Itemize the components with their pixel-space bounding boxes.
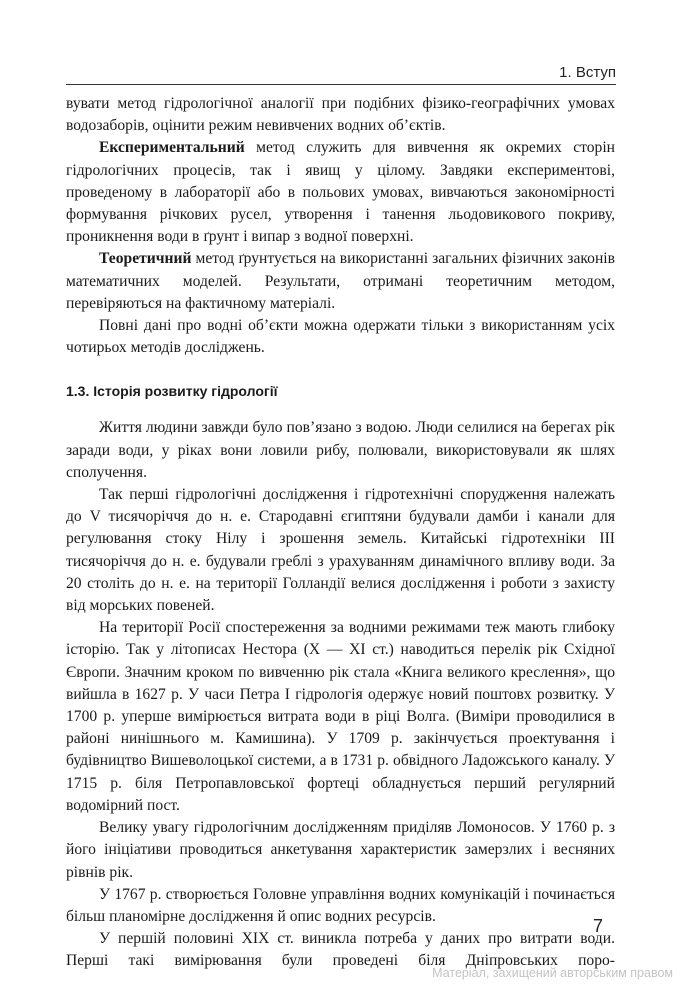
paragraph-text: вувати метод гідрологічної аналогії при подібних фізико-географічних умовах водозаборів, оцінити режим невивчених водних об’єктів. bbox=[66, 95, 615, 135]
paragraph-experimental-method bbox=[66, 137, 615, 248]
copyright-watermark: Матеріал, захищений авторським правом bbox=[432, 966, 673, 980]
term-experimental: Експериментальний bbox=[99, 139, 245, 157]
paragraph-complete-data bbox=[66, 315, 615, 359]
paragraph-history-2: Так перші гідрологічні дослідження і гідротехнічні спорудження належать до V тисячоріччя до н. е. Стародавні єгиптяни будували дамби і канали для регулювання стоку Нілу і зрошення земель. Китайські гідротехніки ІІІ тисячоріччя до н. е. будували греблі з урахуванням динамічного впливу води. За 20 століть до н. е. на території Голландії велися дослідження і роботи з захисту від морських повеней. bbox=[66, 486, 615, 615]
term-theoretical: Теоретичний bbox=[99, 250, 192, 268]
paragraph-theoretical-method bbox=[66, 248, 615, 315]
page-body bbox=[66, 93, 615, 973]
paragraph-history-1: Життя людини завжди було пов’язано з водою. Люди селилися на берегах рік заради води, у ріках вони ловили рибу, полювали, використовували як шлях сполучення. bbox=[66, 419, 615, 481]
paragraph-history-6: У першій половині XIX ст. виникла потреба у даних про витрати води. Перші такі вимірювання були проведені біля Дніпровських поро- bbox=[66, 930, 615, 970]
paragraph-text: Повні дані про водні об’єкти можна одержати тільки з використанням усіх чотирьох методів досліджень. bbox=[66, 317, 615, 357]
paragraph-text: метод служить для вивчення як окремих сторін гідрологічних процесів, так і явищ у цілому. Завдяки експериментові, проведеному в лабораторії або в польових умовах, вивчаються закономірності формування річкових русел, утворення і танення льодовикового покриву, проникнення води в ґрунт і випар з водної поверхні. bbox=[66, 139, 615, 246]
paragraph-history-4: Велику увагу гідрологічним дослідженням приділяв Ломоносов. У 1760 р. з його ініціативи проводиться анкетування характеристик замерзлих і весняних рівнів рік. bbox=[66, 819, 615, 881]
section-heading: 1.3. Історія розвитку гідрології bbox=[66, 383, 278, 400]
running-head-title: 1. Вступ bbox=[559, 64, 616, 81]
paragraph-continuation bbox=[66, 93, 615, 137]
page-number: 7 bbox=[592, 916, 603, 936]
paragraph-history-5: У 1767 р. створюється Головне управління водних комунікацій і починається більш планомірне дослідження й опис водних ресурсів. bbox=[66, 885, 615, 925]
header-rule bbox=[66, 84, 616, 85]
paragraph-history-3: На території Росії спостереження за водними режимами теж мають глибоку історію. Так у літописах Нестора (Х — ХІ ст.) наводиться перелік рік Східної Європи. Значним кроком по вивченню рік стала «Книга великого креслення», що вийшла в 1627 р. У часи Петра І гідрологія одержує новий поштовх розвитку. У 1700 р. уперше вимірюється витрата води в ріці Волга. (Виміри проводилися в районі нинішнього м. Камишина). У 1709 р. закінчується проектування і будівництво Вишеволоцької системи, а в 1731 р. обвідного Ладожського каналу. У 1715 р. біля Петропавловської фортеці обладнується перший регулярний водомірний пост. bbox=[66, 619, 615, 814]
paragraph-text: метод ґрунтується на використанні загальних фізичних законів математичних моделей. Результати, отримані теоретичним методом, перевіряються на фактичному матеріалі. bbox=[66, 250, 615, 312]
